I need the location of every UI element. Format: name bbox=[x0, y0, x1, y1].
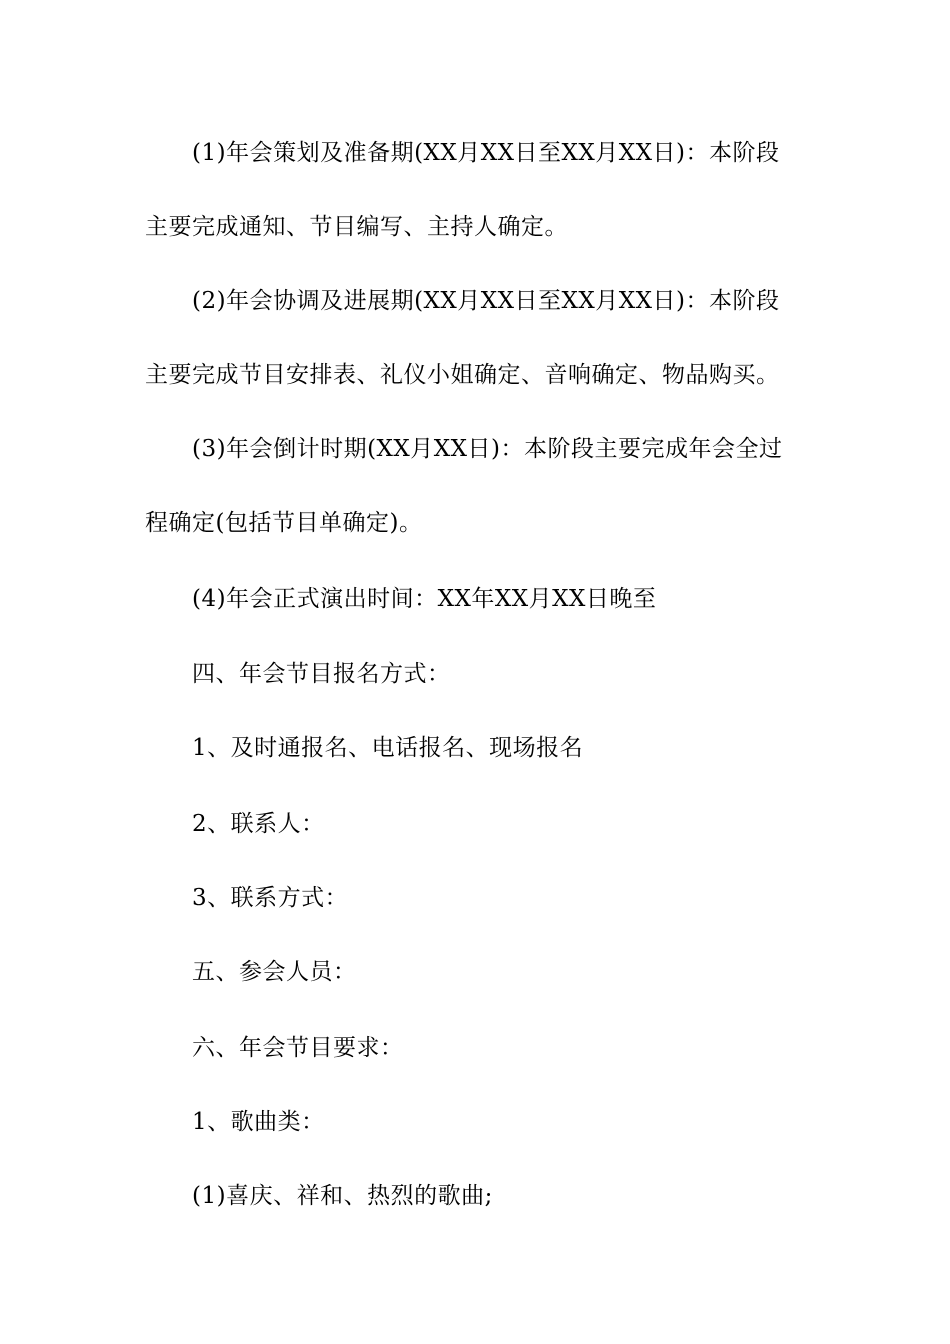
list-item: 2、联系人： bbox=[192, 811, 325, 837]
list-item: (1)喜庆、祥和、热烈的歌曲; bbox=[192, 1183, 493, 1209]
section-heading: 四、年会节目报名方式： bbox=[192, 661, 451, 687]
section-heading: 五、参会人员： bbox=[192, 959, 357, 985]
list-item: 1、歌曲类： bbox=[192, 1109, 325, 1135]
paragraph-line: 主要完成通知、节目编写、主持人确定。 bbox=[145, 214, 568, 240]
section-heading: 六、年会节目要求： bbox=[192, 1035, 404, 1061]
list-item: 3、联系方式： bbox=[192, 885, 349, 911]
paragraph-line: 主要完成节目安排表、礼仪小姐确定、音响确定、物品购买。 bbox=[145, 362, 780, 388]
paragraph-line: (1)年会策划及准备期(XX月XX日至XX月XX日)：本阶段 bbox=[192, 140, 780, 166]
paragraph-line: (2)年会协调及进展期(XX月XX日至XX月XX日)：本阶段 bbox=[192, 288, 780, 314]
paragraph-line: 程确定(包括节目单确定)。 bbox=[145, 510, 423, 536]
paragraph-line: (4)年会正式演出时间：XX年XX月XX日晚至 bbox=[192, 586, 657, 612]
list-item: 1、及时通报名、电话报名、现场报名 bbox=[192, 735, 584, 761]
paragraph-line: (3)年会倒计时期(XX月XX日)：本阶段主要完成年会全过 bbox=[192, 436, 783, 462]
